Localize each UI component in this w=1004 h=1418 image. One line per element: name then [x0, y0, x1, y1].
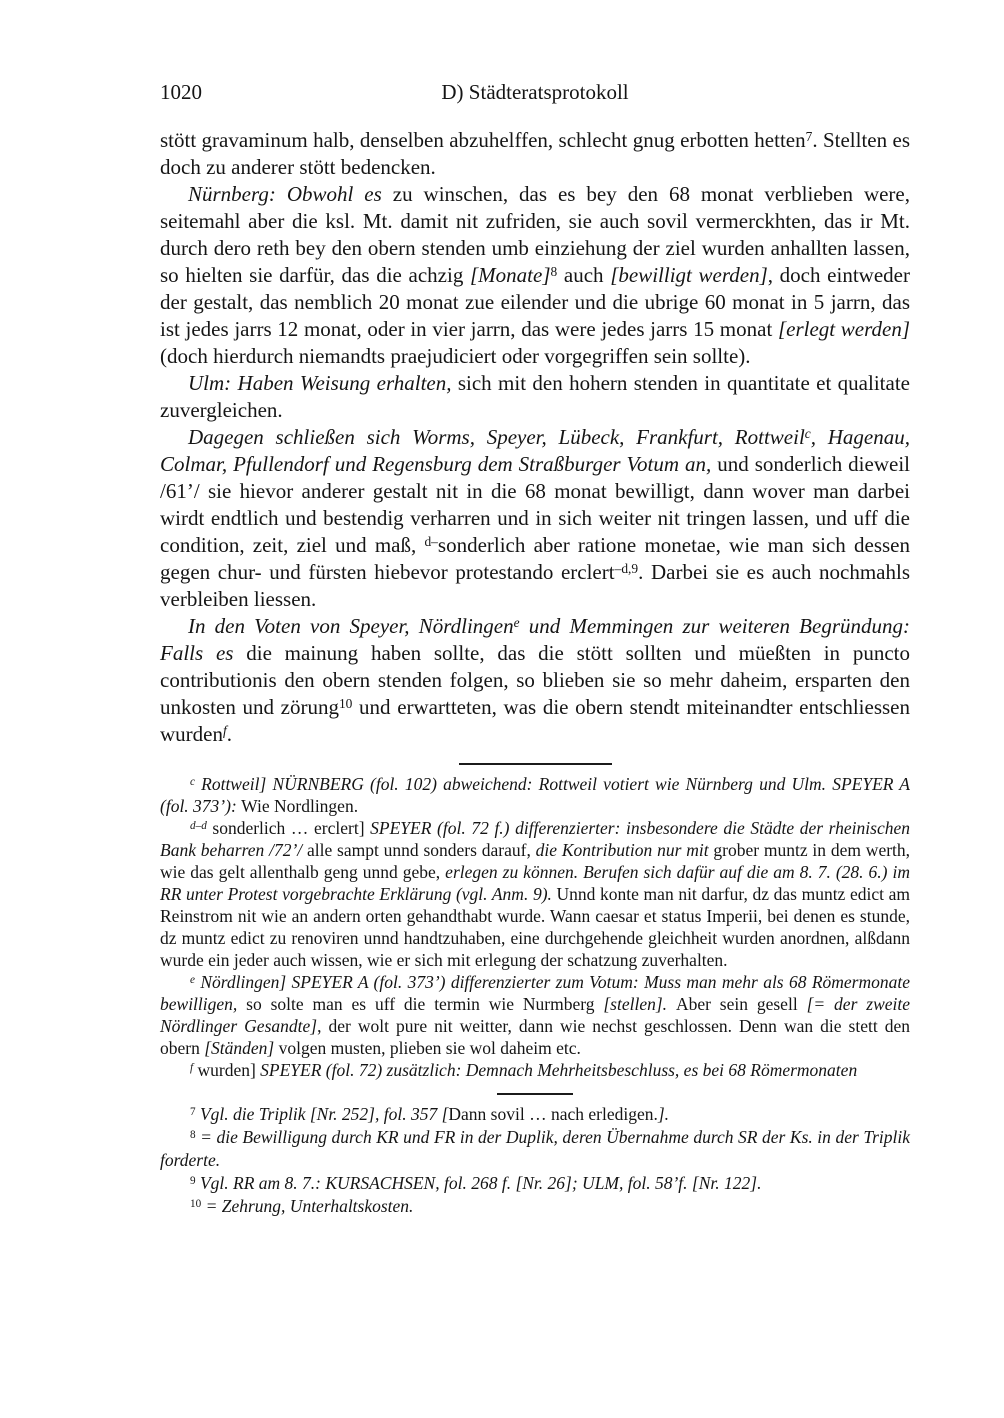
text-segment: , der wolt pure nit weitter, dann wie nechst geschlossen. Denn wan die stett den obern — [160, 1016, 910, 1058]
footnote-marker: f — [190, 1061, 194, 1074]
text-segment: ]. — [657, 1104, 670, 1124]
footnote-marker: 9 — [190, 1174, 196, 1187]
text-segment: alle sampt unnd sonders darauf, — [306, 840, 536, 860]
text-segment: , doch eintweder der gestalt, das nemblich 20 monat zue eilender und die ubrige 60 monat in 5 jarrn, das ist jedes jarrs 12 monat, oder in vier jarrn, das were jedes jarrs 15 monat — [160, 263, 910, 341]
text-segment: SPEYER (fol. 72 f.) differenzierter: insbesondere die Städte der rheinischen Bank beharren /72’/ — [160, 818, 910, 860]
text-segment: zu winschen, das es bey den 68 monat verblieben were, seitemahl aber die ksl. Mt. damit nit zufriden, sie auch sovil vermerckhten, das ir Mt. durch dero reth bey den obern stenden umb einziehung der ziel wurden anhallten lassen, so hielten sie darfür, das die achzig — [160, 182, 910, 287]
footnote-marker: c — [190, 775, 195, 788]
text-segment: und sonderlich dieweil /61’/ sie hievor anderer gestalt nit in die 68 monat bewilligt, dann wover man darbei wirdt endtlich und bestendig verharren und in sich weiter nit tringen lassen, und uff die condition, zeit, ziel und maß, — [160, 452, 910, 557]
text-segment: In den Voten von Speyer, Nördlingen — [188, 614, 514, 638]
footnote-marker: 7 — [805, 128, 813, 144]
running-title: D) Städteratsprotokoll — [441, 80, 629, 104]
paragraph-dagegen — [160, 424, 910, 613]
footnote-marker: e — [190, 973, 195, 986]
text-segment: die mainung haben sollte, das die stött sollten und müeßten in puncto contributionis den obern stenden folgen, so blieben sie so mehr daheim, ersparten den unkosten und zörung — [160, 641, 910, 719]
text-segment: Nürnberg: Obwohl es — [188, 182, 393, 206]
footnote-marker: 10 — [190, 1197, 202, 1210]
text-segment: [Monate] — [470, 263, 551, 287]
text-segment: sonderlich … erclert] — [206, 818, 371, 838]
text-segment: Dagegen schließen sich Worms, Speyer, Lübeck, Frankfurt, Rottweil — [188, 425, 805, 449]
text-segment: und Memmingen zur weiteren Begründung: Falls es — [160, 614, 910, 665]
apparatus-separator-rule — [459, 763, 612, 765]
main-text — [160, 127, 910, 748]
text-segment: Aber sein gesell — [675, 994, 807, 1014]
text-segment: auch — [557, 263, 611, 287]
footnote-c — [160, 773, 910, 817]
paragraph-continuation — [160, 127, 910, 181]
text-segment: = Zehrung, Unterhaltskosten. — [201, 1196, 414, 1216]
commentary-separator-rule — [497, 1093, 573, 1095]
footnote-e — [160, 971, 910, 1059]
footnote-marker: d– — [424, 533, 438, 549]
text-segment: . Darbei sie es auch nochmahls verbleiben liessen. — [160, 560, 911, 611]
text-segment: [stellen]. — [603, 994, 676, 1014]
footnote-marker: c — [804, 425, 811, 441]
page-header — [160, 80, 910, 108]
paragraph-voten — [160, 613, 910, 748]
text-segment: wurden] — [193, 1060, 261, 1080]
footnote-marker: 9 — [631, 560, 639, 576]
text-block — [160, 0, 910, 1218]
text-segment: grober muntz in dem werth, wie das gelt allenthalb geng unnd gebe, — [160, 840, 911, 882]
text-segment: [erlegt werden] — [777, 317, 910, 341]
footnote-10 — [160, 1195, 910, 1218]
text-segment: so solte man es uff die termin wie Nurmberg — [246, 994, 604, 1014]
footnote-marker: –d, — [614, 560, 632, 576]
text-segment: Wie Nordlingen. — [241, 796, 359, 816]
page-number: 1020 — [160, 80, 202, 104]
text-segment: Dann sovil … nach erledigen. — [448, 1104, 658, 1124]
text-segment: stött gravaminum halb, denselben abzuhelffen, schlecht gnug erbotten hetten — [160, 128, 806, 152]
footnote-f — [160, 1059, 910, 1081]
text-segment: Nördlingen] SPEYER A (fol. 373’) differenzierter zum Votum: Muss man mehr als 68 Römermonate bewilligen, — [160, 972, 910, 1014]
text-segment: Ulm: Haben Weisung erhalten, — [188, 371, 458, 395]
text-segment: SPEYER (fol. 72) zusätzlich: Demnach Mehrheitsbeschluss, es bei 68 Römermonaten — [260, 1060, 858, 1080]
footnote-marker: 10 — [338, 695, 353, 711]
text-segment: Vgl. RR am 8. 7.: KURSACHSEN, fol. 268 f. [Nr. 26]; ULM, fol. 58’f. [Nr. 122]. — [195, 1173, 762, 1193]
text-segment: . Stellten es doch zu anderer stött bedencken. — [160, 128, 910, 179]
text-segment: sonderlich aber ratione monetae, wie man sich dessen gegen chur- und fürsten hiebevor protestando erclert — [160, 533, 910, 584]
text-segment: volgen musten, plieben sie wol daheim etc. — [278, 1038, 581, 1058]
text-segment: = die Bewilligung durch KR und FR in der Duplik, deren Übernahme durch SR der Ks. in der Triplik forderte. — [160, 1127, 910, 1170]
footnote-8 — [160, 1126, 910, 1172]
text-segment: sich mit den hohern stenden in quantitate et qualitate zuvergleichen. — [160, 371, 910, 422]
footnote-marker: 8 — [190, 1128, 196, 1141]
footnote-9 — [160, 1172, 910, 1195]
text-segment: und erwartteten, was die obern stendt miteinandter entschliessen wurden — [160, 695, 910, 746]
footnote-marker: d–d — [190, 819, 207, 832]
apparatus-footnotes — [160, 773, 910, 1081]
footnote-d — [160, 817, 910, 971]
paragraph-nuernberg — [160, 181, 910, 370]
text-segment: Unnd konte man nit darfur, dz das muntz edict am Reinstrom nit wie an andern orten gehandthabt wurde. Wann caesar et status Imperii, bei denen es stunde, dz muntz edict zu renoviren unnd handtzuhaben, eine durchgehende gleichheit wurden anordnen, alßdann wurde ein jeder auch wissen, wie er sich mit erlegung der schatzung zuverhalten. — [160, 884, 910, 970]
footnote-marker: 7 — [190, 1105, 196, 1118]
text-segment: [bewilligt werden] — [610, 263, 768, 287]
text-segment: die Kontribution nur mit — [535, 840, 714, 860]
paragraph-ulm — [160, 370, 910, 424]
text-segment: Rottweil] NÜRNBERG (fol. 102) abweichend: Rottweil votiert wie Nürnberg und Ulm. SPEYER A (fol. 373’): — [160, 774, 910, 816]
text-segment: (doch hierdurch niemandts praejudiciert oder vorgegriffen sein sollte). — [160, 344, 751, 368]
text-segment: erlegen zu können. Berufen sich dafür auf die am 8. 7. (28. 6.) im RR unter Protest vorgebrachte Erklärung (vgl. Anm. 9). — [160, 862, 910, 904]
footnote-marker: f — [222, 722, 227, 738]
commentary-footnotes — [160, 1103, 910, 1218]
footnote-marker: e — [513, 614, 520, 630]
text-segment: Vgl. die Triplik [Nr. 252], fol. 357 [ — [195, 1104, 449, 1124]
footnote-7 — [160, 1103, 910, 1126]
text-segment: [Ständen] — [204, 1038, 279, 1058]
text-segment: , Hagenau, Colmar, Pfullendorf und Regensburg dem Straßburger Votum an, — [160, 425, 910, 476]
footnote-marker: 8 — [550, 263, 558, 279]
text-segment: [= der zweite Nördlinger Gesandte] — [160, 994, 910, 1036]
text-segment: . — [226, 722, 232, 746]
